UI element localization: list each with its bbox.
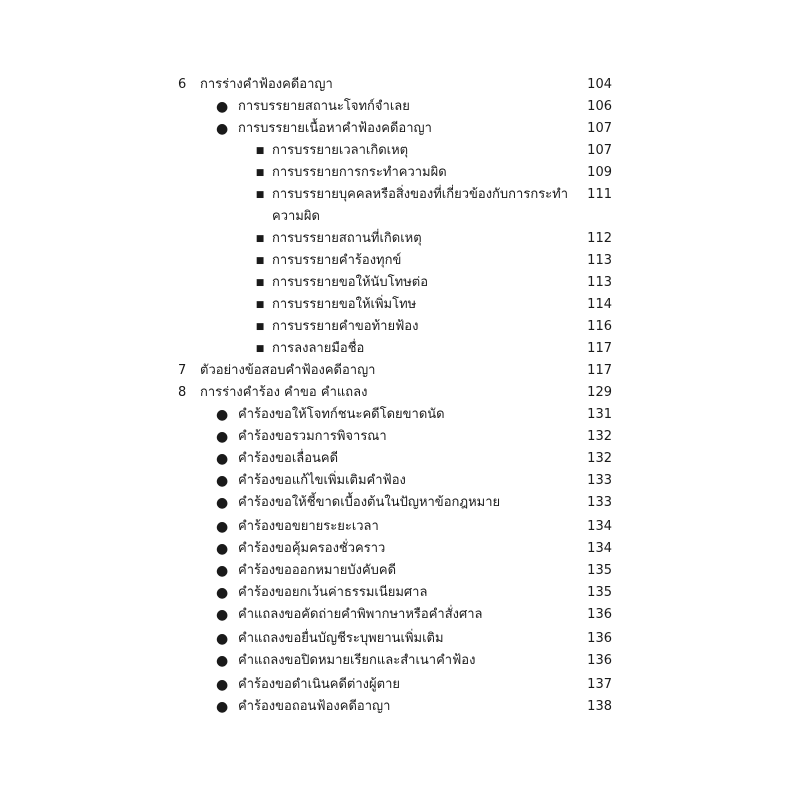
toc-entry	[0, 448, 800, 470]
toc-entry	[0, 250, 800, 272]
toc-page-number: 132	[587, 451, 612, 466]
toc-page-number: 106	[587, 99, 612, 114]
toc-entry-title: การบรรยายการกระทำความผิด	[272, 165, 447, 180]
toc-entry	[0, 404, 800, 426]
square-bullet-icon: ■	[255, 256, 265, 266]
toc-page-number: 138	[587, 699, 612, 714]
square-bullet-icon: ■	[255, 344, 265, 354]
toc-entry-title: คำร้องขอขยายระยะเวลา	[238, 519, 379, 534]
round-bullet-icon: ●	[216, 99, 229, 115]
toc-page-number: 113	[587, 253, 612, 268]
toc-entry	[0, 604, 800, 626]
toc-entry	[0, 96, 800, 118]
toc-entry	[0, 628, 800, 650]
toc-entry-title: คำร้องขอดำเนินคดีต่างผู้ตาย	[238, 677, 400, 692]
toc-page-number: 109	[587, 165, 612, 180]
round-bullet-icon: ●	[216, 519, 229, 535]
toc-entry	[0, 426, 800, 448]
toc-entry	[0, 516, 800, 538]
toc-page-number: 136	[587, 653, 612, 668]
toc-entry-title: การบรรยายขอให้นับโทษต่อ	[272, 275, 429, 290]
toc-page-number: 107	[587, 143, 612, 158]
square-bullet-icon: ■	[255, 168, 265, 178]
round-bullet-icon: ●	[216, 473, 229, 489]
toc-entry	[0, 360, 800, 382]
toc-page-number: 135	[587, 585, 612, 600]
toc-entry	[0, 74, 800, 96]
square-bullet-icon: ■	[255, 278, 265, 288]
toc-entry	[0, 118, 800, 140]
toc-page-number: 117	[587, 341, 612, 356]
toc-entry	[0, 338, 800, 360]
round-bullet-icon: ●	[216, 699, 229, 715]
toc-entry-title: คำแถลงขอยื่นบัญชีระบุพยานเพิ่มเติม	[238, 631, 444, 646]
toc-entry-title: คำร้องขอรวมการพิจารณา	[238, 429, 387, 444]
square-bullet-icon: ■	[255, 234, 265, 244]
round-bullet-icon: ●	[216, 451, 229, 467]
toc-page-number: 129	[587, 385, 612, 400]
toc-entry	[0, 650, 800, 672]
chapter-number: 7	[178, 363, 187, 378]
toc-page-number: 114	[587, 297, 612, 312]
toc-entry-title: การลงลายมือชื่อ	[272, 341, 365, 356]
round-bullet-icon: ●	[216, 121, 229, 137]
round-bullet-icon: ●	[216, 407, 229, 423]
toc-entry-title: คำร้องขอแก้ไขเพิ่มเติมคำฟ้อง	[238, 473, 406, 488]
toc-entry-title: การร่างคำฟ้องคดีอาญา	[200, 77, 333, 92]
round-bullet-icon: ●	[216, 677, 229, 693]
toc-page-number: 136	[587, 631, 612, 646]
toc-page-number: 104	[587, 77, 612, 92]
toc-page-number: 116	[587, 319, 612, 334]
toc-page-number: 131	[587, 407, 612, 422]
toc-entry-title: ความผิด	[272, 209, 320, 224]
round-bullet-icon: ●	[216, 541, 229, 557]
toc-page-number: 137	[587, 677, 612, 692]
toc-entry-title: การบรรยายคำขอท้ายฟ้อง	[272, 319, 419, 334]
toc-page-number: 134	[587, 541, 612, 556]
toc-page-number: 135	[587, 563, 612, 578]
toc-entry-title: คำร้องขอให้ชี้ขาดเบื้องต้นในปัญหาข้อกฎหมาย	[238, 495, 501, 510]
toc-page-number: 132	[587, 429, 612, 444]
toc-entry-title: การร่างคำร้อง คำขอ คำแถลง	[200, 385, 368, 400]
toc-entry	[0, 184, 800, 206]
toc-entry-title: การบรรยายเนื้อหาคำฟ้องคดีอาญา	[238, 121, 432, 136]
toc-entry	[0, 316, 800, 338]
square-bullet-icon: ■	[255, 190, 265, 200]
round-bullet-icon: ●	[216, 495, 229, 511]
toc-entry	[0, 382, 800, 404]
toc-entry	[0, 538, 800, 560]
round-bullet-icon: ●	[216, 563, 229, 579]
toc-entry-title: การบรรยายคำร้องทุกข์	[272, 253, 402, 268]
toc-page-number: 113	[587, 275, 612, 290]
toc-entry-title: คำแถลงขอปิดหมายเรียกและสำเนาคำฟ้อง	[238, 653, 476, 668]
toc-entry	[0, 560, 800, 582]
toc-page-number: 136	[587, 607, 612, 622]
chapter-number: 8	[178, 385, 187, 400]
toc-entry	[0, 162, 800, 184]
toc-entry-title: การบรรยายบุคคลหรือสิ่งของที่เกี่ยวข้องกับการกระทำ	[272, 187, 569, 202]
toc-entry	[0, 492, 800, 514]
toc-page-number: 133	[587, 473, 612, 488]
toc-entry	[0, 470, 800, 492]
toc-page-number: 133	[587, 495, 612, 510]
toc-entry	[0, 674, 800, 696]
toc-entry-title: คำร้องขอถอนฟ้องคดีอาญา	[238, 699, 391, 714]
round-bullet-icon: ●	[216, 429, 229, 445]
toc-page-number: 134	[587, 519, 612, 534]
round-bullet-icon: ●	[216, 631, 229, 647]
toc-entry	[0, 272, 800, 294]
toc-entry	[0, 228, 800, 250]
toc-entry-title: คำแถลงขอคัดถ่ายคำพิพากษาหรือคำสั่งศาล	[238, 607, 483, 622]
round-bullet-icon: ●	[216, 607, 229, 623]
toc-entry-title: การบรรยายเวลาเกิดเหตุ	[272, 143, 409, 158]
round-bullet-icon: ●	[216, 585, 229, 601]
toc-entry-title: คำร้องขอคุ้มครองชั่วคราว	[238, 541, 386, 556]
toc-page-number: 111	[587, 187, 612, 202]
round-bullet-icon: ●	[216, 653, 229, 669]
toc-page-number: 117	[587, 363, 612, 378]
toc-entry-title: คำร้องขอออกหมายบังคับคดี	[238, 563, 397, 578]
square-bullet-icon: ■	[255, 146, 265, 156]
toc-entry-title: การบรรยายขอให้เพิ่มโทษ	[272, 297, 417, 312]
toc-entry-title: การบรรยายสถานที่เกิดเหตุ	[272, 231, 422, 246]
toc-entry-title: ตัวอย่างข้อสอบคำฟ้องคดีอาญา	[200, 363, 376, 378]
toc-page-number: 112	[587, 231, 612, 246]
toc-entry	[0, 206, 800, 228]
toc-entry	[0, 696, 800, 718]
toc-entry-title: คำร้องขอเลื่อนคดี	[238, 451, 339, 466]
toc-entry-title: การบรรยายสถานะโจทก์จำเลย	[238, 99, 410, 114]
toc-entry	[0, 140, 800, 162]
square-bullet-icon: ■	[255, 300, 265, 310]
toc-page-number: 107	[587, 121, 612, 136]
chapter-number: 6	[178, 77, 187, 92]
square-bullet-icon: ■	[255, 322, 265, 332]
toc-entry-title: คำร้องขอยกเว้นค่าธรรมเนียมศาล	[238, 585, 428, 600]
toc-entry	[0, 582, 800, 604]
toc-entry	[0, 294, 800, 316]
toc-entry-title: คำร้องขอให้โจทก์ชนะคดีโดยขาดนัด	[238, 407, 445, 422]
